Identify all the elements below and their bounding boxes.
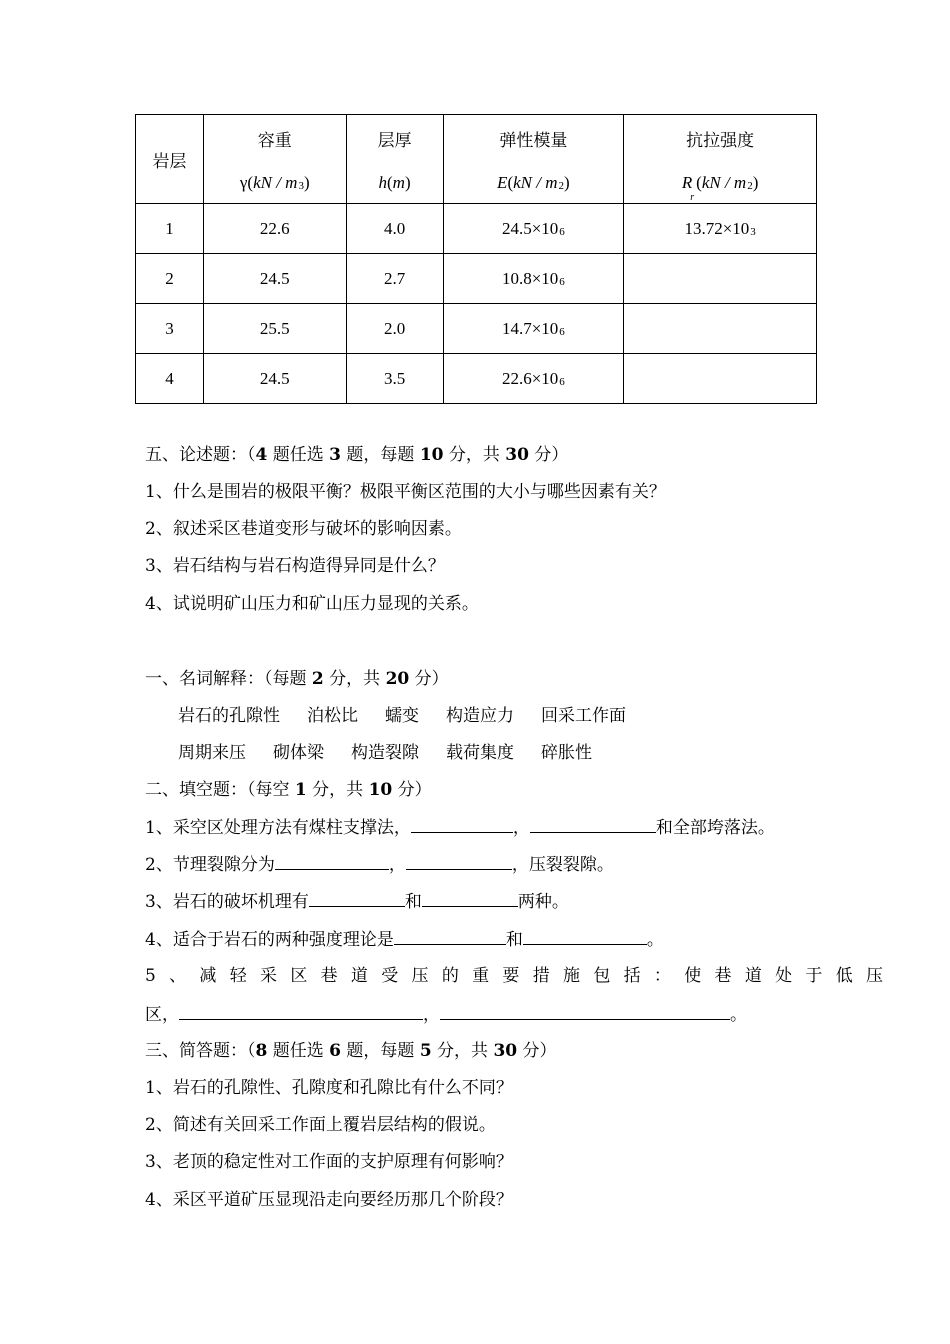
table-row [136,354,817,404]
term: 周期来压 [178,743,246,763]
fill-question-2: 2、节理裂隙分为 ， ，压裂裂隙。 [145,850,614,875]
answer-blank[interactable] [406,851,512,870]
answer-blank[interactable] [179,1001,423,1020]
cell-r [624,304,817,354]
cell-e: 14.7×106 [443,304,624,354]
cell-layer: 3 [136,304,204,354]
cell-layer: 2 [136,254,204,304]
terms-row-2 [178,738,619,763]
term: 载荷集度 [446,743,514,763]
cell-h: 3.5 [346,354,443,404]
term: 碎胀性 [541,743,592,763]
section3-item-1: 1、岩石的孔隙性、孔隙度和孔隙比有什么不同？ [145,1078,513,1098]
answer-blank[interactable] [394,926,506,945]
fill-question-5-line2: 区， ， 。 [145,1000,747,1025]
answer-blank[interactable] [440,1001,730,1020]
section3-item-3: 3、老顶的稳定性对工作面的支护原理有何影响？ [145,1152,513,1172]
answer-blank[interactable] [309,888,405,907]
cell-gamma: 24.5 [203,254,346,304]
section5-title: 五、论述题：（4 题任选 3 题，每题 10 分，共 30 分） [145,445,569,465]
table-row [136,304,817,354]
cell-r [624,254,817,304]
cell-gamma: 24.5 [203,354,346,404]
cell-r [624,354,817,404]
fill-question-4: 4、适合于岩石的两种强度理论是 和 。 [145,925,664,950]
cell-r: 13.72×103 [624,204,817,254]
answer-blank[interactable] [411,814,513,833]
answer-blank[interactable] [422,888,518,907]
section5-item-1: 1、什么是围岩的极限平衡？极限平衡区范围的大小与哪些因素有关？ [145,482,666,502]
section5-item-4: 4、试说明矿山压力和矿山压力显现的关系。 [145,594,479,614]
section1-title: 一、名词解释：（每题 2 分，共 20 分） [145,669,449,689]
term: 泊松比 [307,706,358,726]
table-header-row [136,115,817,204]
section5-item-2: 2、叙述采区巷道变形与破坏的影响因素。 [145,519,462,539]
section3-item-2: 2、简述有关回采工作面上覆岩层结构的假说。 [145,1115,496,1135]
term: 砌体梁 [273,743,324,763]
cell-e: 24.5×106 [443,204,624,254]
cell-e: 22.6×106 [443,354,624,404]
term: 构造裂隙 [351,743,419,763]
cell-layer: 4 [136,354,204,404]
term: 蠕变 [385,706,419,726]
cell-layer: 1 [136,204,204,254]
header-unit-weight: 容重 γ(kN / m3) [203,115,346,204]
section2-title: 二、填空题：（每空 1 分，共 10 分） [145,780,432,800]
cell-h: 2.7 [346,254,443,304]
cell-gamma: 25.5 [203,304,346,354]
fill-question-3: 3、岩石的破坏机理有 和 两种。 [145,887,569,912]
cell-h: 2.0 [346,304,443,354]
terms-row-1 [178,701,653,726]
term: 构造应力 [446,706,514,726]
fill-question-5-line1: 5、减轻采区巷道受压的重要措施包括：使巷道处于低压 [145,966,897,986]
header-tensile-strength: 抗拉强度 $R_r(kN / m2)$ [624,115,817,204]
term: 岩石的孔隙性 [178,706,280,726]
answer-blank[interactable] [530,814,656,833]
answer-blank[interactable] [523,926,647,945]
header-layer: 岩层 [136,115,204,204]
cell-gamma: 22.6 [203,204,346,254]
answer-blank[interactable] [275,851,389,870]
cell-h: 4.0 [346,204,443,254]
header-thickness: 层厚 h(m) [346,115,443,204]
section3-title: 三、简答题：（8 题任选 6 题，每题 5 分，共 30 分） [145,1041,557,1061]
cell-e: 10.8×106 [443,254,624,304]
table-row [136,254,817,304]
section3-item-4: 4、采区平道矿压显现沿走向要经历那几个阶段？ [145,1190,513,1210]
section5-item-3: 3、岩石结构与岩石构造得异同是什么？ [145,556,445,576]
fill-question-1: 1、采空区处理方法有煤柱支撑法， ， 和全部垮落法。 [145,813,775,838]
header-elastic-modulus: 弹性模量 E(kN / m2) [443,115,624,204]
term: 回采工作面 [541,706,626,726]
rock-properties-table [135,114,817,404]
table-row [136,204,817,254]
